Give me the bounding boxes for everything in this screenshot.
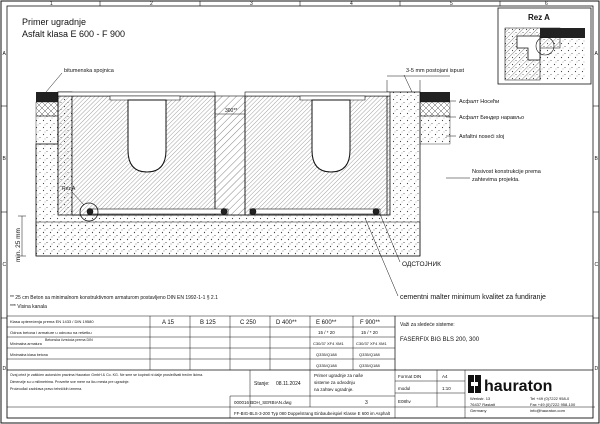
annotation-asphalt-top: Асфалт Носећи <box>459 99 500 105</box>
table-cell: Q335/Q188 <box>359 363 380 368</box>
address: Germany <box>470 408 487 413</box>
description: na zahtev ugradnje. <box>314 387 354 392</box>
class-cell: F 900** <box>360 320 381 326</box>
edition: E08hv <box>398 399 411 404</box>
class-cell: A 15 <box>162 320 175 326</box>
foundation-slab <box>36 222 420 256</box>
annotation-asphalt-binder: Асфалт Биндер нарављо <box>459 115 525 121</box>
channel-right-inner <box>312 100 350 172</box>
date-value: 08.11.2024 <box>276 381 301 387</box>
contact: info@hauraton.com <box>530 408 565 413</box>
table-cell: C30/37 XF4 XM1 <box>313 341 344 346</box>
scale-label: modul <box>398 386 411 391</box>
table-cell: 15 / * 20 <box>361 330 378 335</box>
table-cell: C30/37 XF4 XM1 <box>356 341 387 346</box>
grid-label: A <box>2 51 6 57</box>
table-row-label: Betonska čvrstoća prema DIN <box>45 338 93 342</box>
drawing-title: Primer ugradnje <box>22 17 87 27</box>
grid-label: 2 <box>150 1 153 7</box>
description: Primer ugradnje za naše <box>314 373 364 378</box>
format-value: A4 <box>442 374 448 379</box>
class-cell: E 600** <box>316 320 337 326</box>
section-label: Rez A <box>62 186 76 192</box>
annotation-expansion: 3-5 mm postojani ispust <box>406 68 465 74</box>
table-cell: 15 / * 20 <box>318 330 335 335</box>
disclaimer: Ovaj crtež je zaštićen autorskim pravima Hauraton GmbH & Co. KG. Ne sme se kopirati ni dalje prosleđivati trećim licima. <box>10 373 204 377</box>
address: Werkstr. 13 <box>470 396 491 401</box>
grid-label: 6 <box>545 1 548 7</box>
table-cell: Q335/Q188 <box>316 363 337 368</box>
product-heading: Važi za sledeće sisteme: <box>400 322 455 328</box>
contact: Tel +49 (0)7222 958-0 <box>530 396 570 401</box>
grid-label: B <box>594 156 598 162</box>
drawing-number: FF-BIG-BLS-3-200 Typ 080 Doppelstrang Einbaubeispiel Klasse E 600 im Asphalt <box>234 411 390 416</box>
annotation-asphalt-base: Asfaltni noseći sloj <box>459 134 505 140</box>
grid-label: A <box>594 51 598 57</box>
grid-label: 5 <box>450 1 453 7</box>
description: sisteme za odvodnju <box>314 380 356 385</box>
hauraton-logo <box>468 375 552 395</box>
date-label: Stanje: <box>254 381 270 387</box>
address: 76437 Rastatt <box>470 402 495 407</box>
grid-label: 4 <box>350 1 353 7</box>
annotation-subgrade: Nosivost konstrukcije prema <box>472 169 541 175</box>
grid-label: B <box>2 156 6 162</box>
disclaimer: Dimenzije su u milimetrima. Proverite sve mere na licu mesta pre ugradnje. <box>10 380 130 384</box>
grid-label: C <box>594 262 599 268</box>
table-row-label: Minimalna armatura <box>10 342 42 346</box>
annotation-bitumen: bitumenska spojnica <box>64 68 114 74</box>
detail-rez-a <box>498 8 591 84</box>
note-reinforcement: ** 25 cm Beton sa minimalnom konstruktivnom armaturom postavljeno DIN EN 1992-1-1 § 2.1 <box>10 295 218 301</box>
note-height: *** Visina kanala <box>10 304 47 310</box>
grid-label: D <box>594 366 599 372</box>
grid-label: D <box>2 366 7 372</box>
min-depth-label: min. 25 mm <box>15 228 22 262</box>
table-row-label: Odnos betona i armature u odnosu na rešetku <box>10 330 92 335</box>
product-name: FASERFIX BIG BLS 200, 300 <box>400 337 480 343</box>
file-name: 000016 BDH_SERBIAN.dwg <box>234 400 292 405</box>
class-cell: D 400** <box>276 320 297 326</box>
annotation-concrete: ОДСТОЈНИК <box>402 261 441 268</box>
scale-value: 1:10 <box>442 386 451 391</box>
grid-label: 1 <box>50 1 53 7</box>
page-number: 3 <box>365 400 368 406</box>
class-cell: C 250 <box>240 320 257 326</box>
table-cell: Q335/Q188 <box>316 352 337 357</box>
drawing-subtitle: Asfalt klasa E 600 - F 900 <box>22 29 126 39</box>
grid-label: C <box>2 262 7 268</box>
table-row-label: Minimalna klasa betona <box>10 353 48 357</box>
annotation-subgrade: zahtevima projekta. <box>472 177 520 183</box>
table-header: Klasa opterećenja prema EN 1433 / DIN 19580 <box>10 319 94 324</box>
grid-label: 3 <box>250 1 253 7</box>
table-cell: Q335/Q188 <box>359 352 380 357</box>
logo-text: hauraton <box>484 378 553 395</box>
spacing-dimension: 300** <box>225 108 238 114</box>
load-class-table <box>7 316 593 370</box>
class-cell: B 125 <box>200 320 216 326</box>
contact: Fax +49 (0)7222 958-100 <box>530 402 576 407</box>
format-label: Format DIN <box>398 374 422 379</box>
annotation-cement: cementni malter minimum kvalitet za fundiranje <box>400 294 546 301</box>
disclaimer: Proizvođač zadržava pravo tehničkih izmena. <box>10 387 83 391</box>
channel-left-inner <box>128 100 166 172</box>
detail-label: Rez A <box>528 13 550 22</box>
